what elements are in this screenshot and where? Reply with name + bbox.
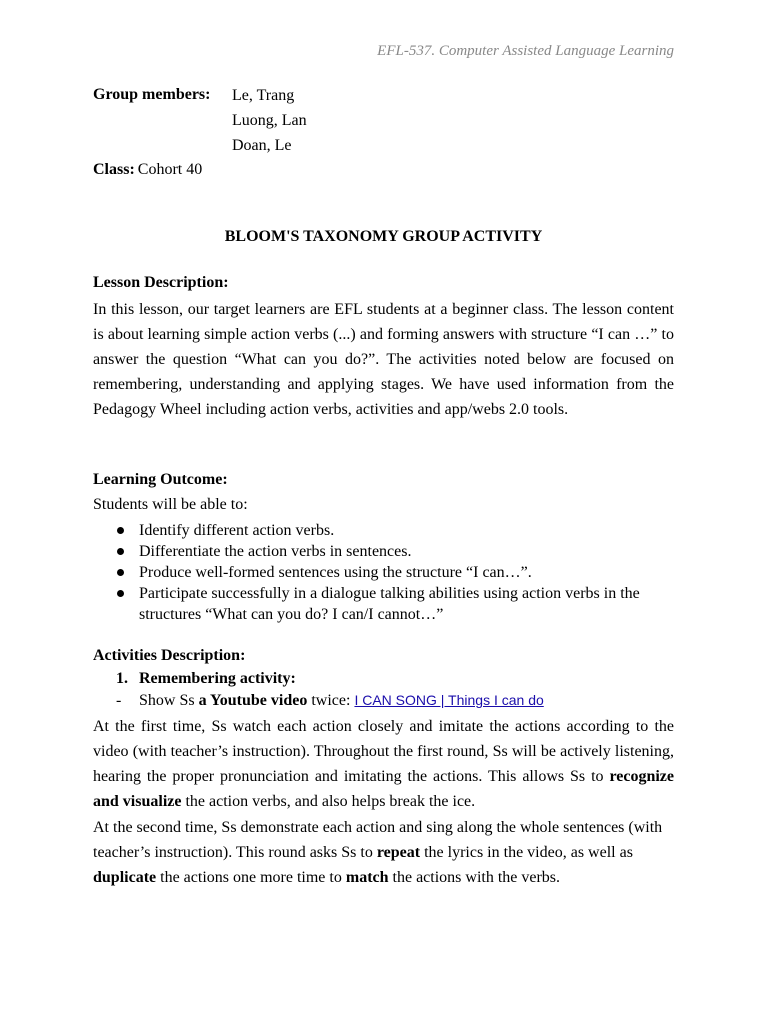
outcome-list — [93, 520, 674, 625]
activity-paragraph-2: At the second time, Ss demonstrate each action and sing along the whole sentences (with teacher’s instruction). This round asks Ss to repeat the lyrics in the video, as well as duplicate the actions one more time to match the actions with the verbs. — [93, 819, 663, 886]
activity-item-1 — [116, 670, 296, 688]
bullet-icon — [117, 527, 124, 534]
lesson-text: In this lesson, our target learners are EFL students at a beginner class. The lesson content is about learning simple action verbs (...) and forming answers with structure “I can …” to answer the question “What can you do?”. The activities noted below are focused on remembering, understanding and applying stages. We have used information from the Pedagogy Wheel including action verbs, activities and app/webs 2.0 tools. — [93, 301, 674, 418]
list-item: Identify different action verbs. — [93, 520, 674, 541]
member-name: Le, Trang — [232, 87, 295, 104]
list-item: Produce well-formed sentences using the structure “I can…”. — [93, 562, 674, 583]
bullet-icon — [117, 590, 124, 597]
member-name: Doan, Le — [232, 137, 292, 154]
course-header: EFL-537. Computer Assisted Language Learning — [377, 43, 674, 59]
outcome-intro: Students will be able to: — [93, 496, 248, 513]
activity-number: 1. — [116, 670, 128, 687]
video-link[interactable]: I CAN SONG | Things I can do — [354, 692, 544, 708]
page-title: BLOOM'S TAXONOMY GROUP ACTIVITY — [224, 228, 543, 245]
dash-marker: - — [116, 692, 122, 709]
member-name: Luong, Lan — [232, 112, 307, 129]
lesson-heading: Lesson Description: — [93, 274, 229, 291]
activity-title: Remembering activity: — [139, 670, 296, 687]
list-item: Participate successfully in a dialogue talking abilities using action verbs in the structures “What can you do? I can/I cannot…” — [93, 583, 674, 625]
bullet-icon — [117, 548, 124, 555]
group-members-label: Group members: — [93, 86, 211, 103]
class-value: Cohort 40 — [137, 161, 203, 178]
class-info — [93, 161, 202, 179]
activities-heading: Activities Description: — [93, 647, 246, 664]
list-item: Differentiate the action verbs in sentences. — [93, 541, 674, 562]
group-members-list — [232, 86, 307, 161]
activity-paragraph-1: At the first time, Ss watch each action closely and imitate the actions according to the video (with teacher’s instruction). Throughout the first round, Ss will be actively listening, hearing the proper pronunciation and imitating the actions. This allows Ss to recognize and visualize the action verbs, and also helps break the ice. — [93, 718, 674, 810]
outcome-heading: Learning Outcome: — [93, 471, 228, 488]
video-instruction: - Show Ss a Youtube video twice: I CAN SONG | Things I can do — [116, 692, 544, 709]
class-label: Class: — [93, 161, 135, 178]
bullet-icon — [117, 569, 124, 576]
